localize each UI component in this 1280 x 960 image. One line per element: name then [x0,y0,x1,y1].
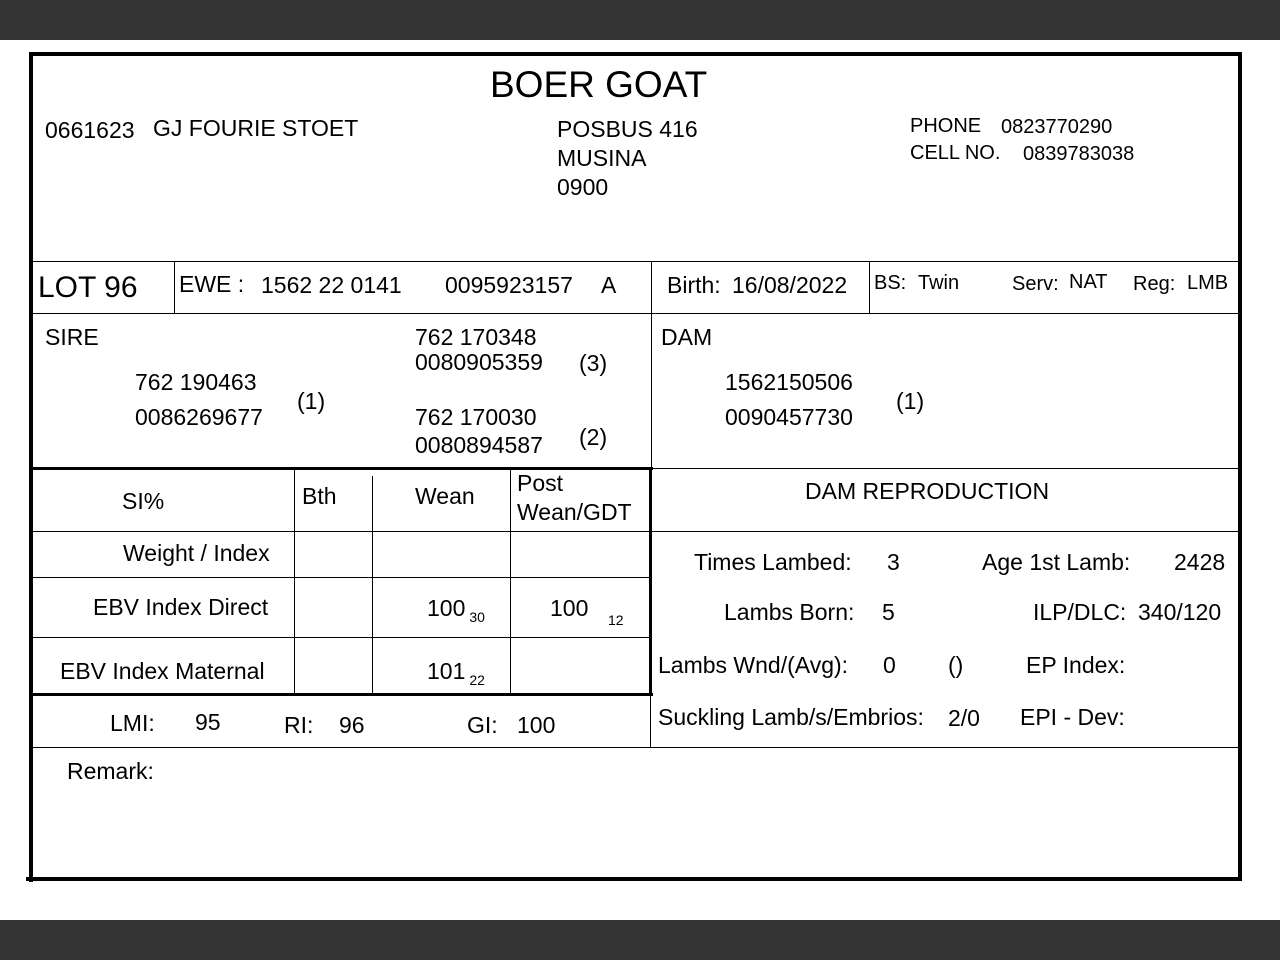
divider [650,696,651,748]
maternal-wean-value [427,658,485,688]
reg-value: LMB [1187,272,1229,294]
divider [33,313,1239,314]
bs-value: Twin [918,272,960,294]
divider [33,747,1239,748]
maternal-wean-accuracy: 22 [469,672,485,688]
si-label: SI% [122,488,165,514]
lmi-value: 95 [195,709,221,735]
direct-post-accuracy: 12 [608,612,624,628]
lambs-born-label: Lambs Born: [724,599,855,625]
sire-dam-id: 762 170030 [415,404,537,430]
dam-reproduction-heading: DAM REPRODUCTION [805,478,1050,504]
sire-dam-number: 0080894587 [415,432,543,458]
gi-value: 100 [517,712,556,738]
lambs-weaned-value: 0 [883,652,896,678]
col-wean: Wean [415,483,475,509]
cell-number: 0839783038 [1023,143,1135,165]
ilp-dlc-value: 340/120 [1138,599,1222,625]
border-bottom [26,877,1242,881]
suckling-value: 2/0 [948,705,980,731]
sire-number: 0086269677 [135,404,263,430]
divider [510,470,511,694]
sire-sire-grade: (3) [579,350,608,376]
address-line: MUSINA [557,145,647,171]
divider [33,531,1239,532]
remark-label: Remark: [67,758,154,784]
page-title: BOER GOAT [490,64,708,105]
reg-label: Reg: [1133,273,1176,295]
address-line: 0900 [557,174,609,200]
times-lambed-label: Times Lambed: [694,549,852,575]
ewe-grade: A [601,272,617,298]
direct-wean-accuracy: 30 [469,609,485,625]
divider [33,693,653,696]
lmi-label: LMI: [110,710,155,736]
suckling-label: Suckling Lamb/s/Embrios: [658,704,924,730]
birth-label: Birth: [667,272,721,298]
address-line: POSBUS 416 [557,116,698,142]
gi-label: GI: [467,712,498,738]
sire-label: SIRE [45,324,99,350]
row-ebv-direct: EBV Index Direct [93,594,269,620]
breeder-code: 0661623 [45,117,135,143]
lambs-born-value: 5 [882,599,895,625]
cell-label: CELL NO. [910,142,1001,164]
ewe-number: 0095923157 [445,272,573,298]
border-right [1238,52,1242,880]
lot-number: LOT 96 [38,271,138,304]
dam-number: 0090457730 [725,404,853,430]
serv-value: NAT [1069,271,1108,293]
breeder-name: GJ FOURIE STOET [153,115,359,141]
dam-grade: (1) [896,388,925,414]
col-post-wean: Post [517,470,564,496]
ilp-dlc-label: ILP/DLC: [1033,599,1127,625]
maternal-wean-value: 101 [427,658,466,684]
direct-wean-value [427,595,485,625]
serv-label: Serv: [1012,273,1059,295]
direct-wean-value: 100 [427,595,466,621]
divider [174,262,175,314]
dam-label: DAM [661,324,713,350]
age-first-lamb-value: 2428 [1174,549,1226,575]
ewe-label: EWE : [179,271,245,297]
sire-dam-grade: (2) [579,424,608,450]
ri-label: RI: [284,712,314,738]
sire-sire-id: 762 170348 [415,324,537,350]
divider [372,476,373,694]
ep-index-label: EP Index: [1026,652,1126,678]
times-lambed-value: 3 [887,549,900,575]
divider [294,470,295,694]
epi-dev-label: EPI - Dev: [1020,704,1125,730]
sire-id: 762 190463 [135,369,257,395]
row-ebv-maternal: EBV Index Maternal [60,658,265,684]
divider [653,468,1239,469]
divider [33,637,651,638]
divider [869,262,870,314]
border-top [30,52,1242,56]
bs-label: BS: [874,272,907,294]
divider [651,262,652,468]
sire-sire-number: 0080905359 [415,349,543,375]
row-weight-index: Weight / Index [123,540,270,566]
lambs-weaned-label: Lambs Wnd/(Avg): [658,652,849,678]
col-bth: Bth [302,483,337,509]
ri-value: 96 [339,712,365,738]
lambs-weaned-avg: () [948,652,964,678]
direct-post-value: 100 [550,595,589,621]
divider [649,468,652,696]
birth-date: 16/08/2022 [732,272,848,298]
dam-id: 1562150506 [725,369,853,395]
phone-number: 0823770290 [1001,116,1113,138]
age-first-lamb-label: Age 1st Lamb: [982,549,1131,575]
phone-label: PHONE [910,115,982,137]
divider [33,577,651,578]
divider [33,261,1239,262]
col-post-wean: Wean/GDT [517,499,632,525]
sire-grade: (1) [297,388,326,414]
ewe-id: 1562 22 0141 [261,272,402,298]
